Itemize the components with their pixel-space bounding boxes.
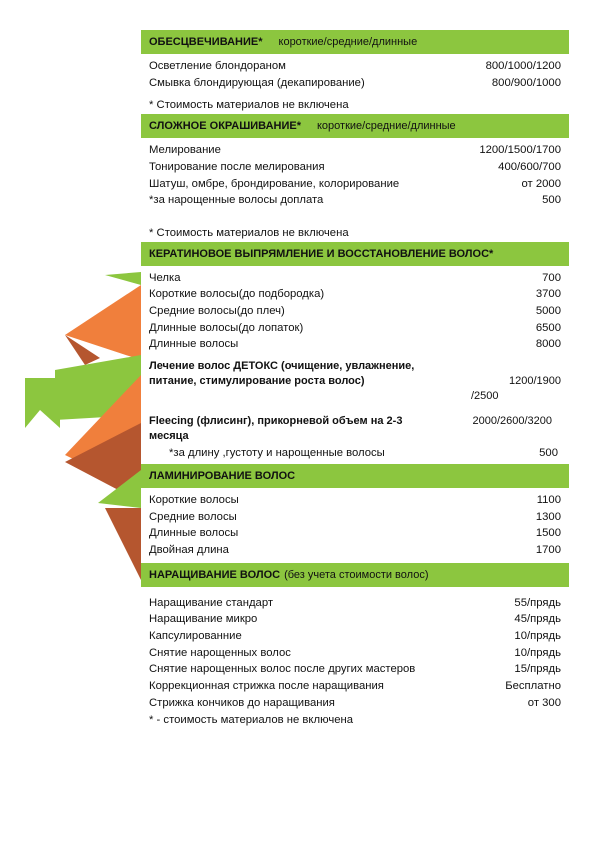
section-title: ЛАМИНИРОВАНИЕ ВОЛОС — [149, 469, 296, 482]
price-rows — [141, 266, 569, 462]
service-label: Лечение волос ДЕТОКС (очищение, увлажнение, питание, стимулирование роста волос) — [149, 360, 415, 388]
section-subtitle: (без учета стоимости волос) — [284, 568, 429, 581]
materials-note: * Стоимость материалов не включена — [149, 99, 349, 112]
price-rows — [141, 138, 569, 209]
service-price: 500 — [539, 447, 558, 460]
price-row — [149, 336, 561, 353]
brown-fold-3 — [105, 508, 141, 580]
price-row — [149, 611, 561, 628]
price-row — [149, 595, 561, 612]
service-price: 10/прядь — [514, 646, 561, 659]
orange-fold-1 — [65, 285, 141, 360]
service-label: Двойная длина — [149, 543, 229, 556]
service-label: Снятие нарощенных волос после других мастеров — [149, 663, 416, 676]
price-row — [149, 270, 561, 287]
service-price: от 2000 — [521, 177, 561, 190]
section-subtitle: короткие/средние/длинные — [278, 36, 418, 48]
price-row — [149, 192, 561, 209]
service-label: Длинные волосы — [149, 338, 239, 351]
service-label: Наращивание стандарт — [149, 596, 274, 609]
service-label: Длинные волосы(до лопаток) — [149, 321, 304, 334]
price-row — [149, 159, 561, 176]
service-price: 45/прядь — [514, 613, 561, 626]
materials-note: * Стоимость материалов не включена — [149, 226, 349, 239]
service-label: Мелирование — [149, 144, 221, 157]
service-price: 10/прядь — [514, 630, 561, 643]
service-label: Средние волосы — [149, 510, 237, 523]
service-price: 2000/2600/3200 — [472, 415, 552, 428]
price-row — [149, 142, 561, 159]
price-row — [149, 75, 561, 92]
price-row — [149, 58, 561, 75]
fleecing-row — [149, 414, 561, 444]
price-row — [149, 678, 561, 695]
service-label: Тонирование после мелирования — [149, 160, 325, 173]
price-row — [149, 303, 561, 320]
service-label: Короткие волосы(до подбородка) — [149, 288, 325, 301]
service-label: Длинные волосы — [149, 527, 239, 540]
service-price: 1200/1500/1700 — [479, 144, 561, 157]
section-header-complex-coloring — [141, 114, 569, 138]
detox-row — [149, 359, 561, 404]
service-label: Шатуш, омбре, брондирование, колорирование — [149, 177, 400, 190]
green-ribbon-tail — [25, 378, 60, 428]
service-price: 1500 — [535, 527, 561, 540]
green-fold-mid — [98, 470, 141, 508]
brown-fold-2 — [65, 423, 141, 502]
price-row — [149, 320, 561, 337]
service-label: Осветление блондораном — [149, 60, 286, 72]
service-price: 1100 — [536, 493, 561, 506]
green-ribbon — [55, 355, 141, 420]
service-label: Наращивание микро — [149, 613, 258, 626]
service-price: 800/900/1000 — [491, 76, 561, 89]
service-price: 400/600/700 — [498, 160, 561, 173]
service-label: Fleecing (флисинг), прикорневой объем на 2-3 месяца — [149, 415, 403, 443]
service-label: Смывка блондирующая (декапирование) — [149, 76, 365, 89]
service-price: /2500 — [471, 390, 499, 403]
service-price: 800/1000/1200 — [485, 60, 561, 72]
service-price: 1700 — [535, 543, 561, 556]
service-label: *за нарощенные волосы доплата — [149, 194, 324, 207]
price-row — [149, 176, 561, 193]
service-label: Короткие волосы — [149, 493, 239, 506]
price-rows — [141, 488, 569, 559]
brown-fold-1 — [65, 335, 100, 365]
price-row — [149, 645, 561, 662]
price-row — [149, 492, 561, 509]
price-row — [149, 661, 561, 678]
price-row — [149, 542, 561, 559]
service-price-block — [471, 359, 561, 404]
service-price: 3700 — [535, 288, 561, 301]
price-row — [149, 445, 561, 462]
price-row — [149, 525, 561, 542]
price-row — [149, 509, 561, 526]
service-label: *за длину ,густоту и нарощенные волосы — [169, 447, 385, 460]
service-price: 500 — [542, 194, 561, 207]
section-subtitle: короткие/средние/длинные — [317, 120, 456, 133]
section-header-extensions — [141, 563, 569, 587]
price-rows — [141, 54, 569, 91]
section-title: НАРАЩИВАНИЕ ВОЛОС — [149, 568, 281, 581]
service-label: Капсулированние — [149, 630, 242, 643]
service-price: 700 — [542, 271, 561, 284]
service-label: Стрижка кончиков до наращивания — [149, 696, 335, 709]
service-label: Снятие нарощенных волос — [149, 646, 291, 659]
service-price: 6500 — [535, 321, 561, 334]
price-rows — [141, 587, 569, 712]
service-price: 15/прядь — [514, 663, 561, 676]
price-list-content — [141, 30, 569, 728]
service-price: 55/прядь — [514, 596, 561, 609]
service-price: 8000 — [535, 338, 561, 351]
section-header-keratin — [141, 242, 569, 266]
materials-note: * - стоимость материалов не включена — [149, 713, 354, 726]
service-label: Коррекционная стрижка после наращивания — [149, 680, 384, 693]
section-header-lamination — [141, 464, 569, 488]
service-price: от 300 — [527, 696, 561, 709]
price-row — [149, 286, 561, 303]
service-label: Челка — [149, 271, 181, 284]
green-fold-top — [105, 272, 141, 285]
service-price: Бесплатно — [505, 680, 561, 693]
price-row — [149, 695, 561, 712]
service-label: Средние волосы(до плеч) — [149, 305, 285, 318]
section-title: ОБЕСЦВЕЧИВАНИЕ* — [149, 36, 263, 48]
service-price: 1200/1900 — [509, 375, 561, 388]
section-title: СЛОЖНОЕ ОКРАШИВАНИЕ* — [149, 120, 301, 133]
section-title: КЕРАТИНОВОЕ ВЫПРЯМЛЕНИЕ И ВОССТАНОВЛЕНИЕ ВОЛОС* — [149, 247, 494, 260]
section-header-bleaching — [141, 30, 569, 54]
service-price: 1300 — [535, 510, 561, 523]
service-price: 5000 — [535, 305, 561, 318]
orange-fold-2 — [65, 375, 141, 492]
price-row — [149, 628, 561, 645]
